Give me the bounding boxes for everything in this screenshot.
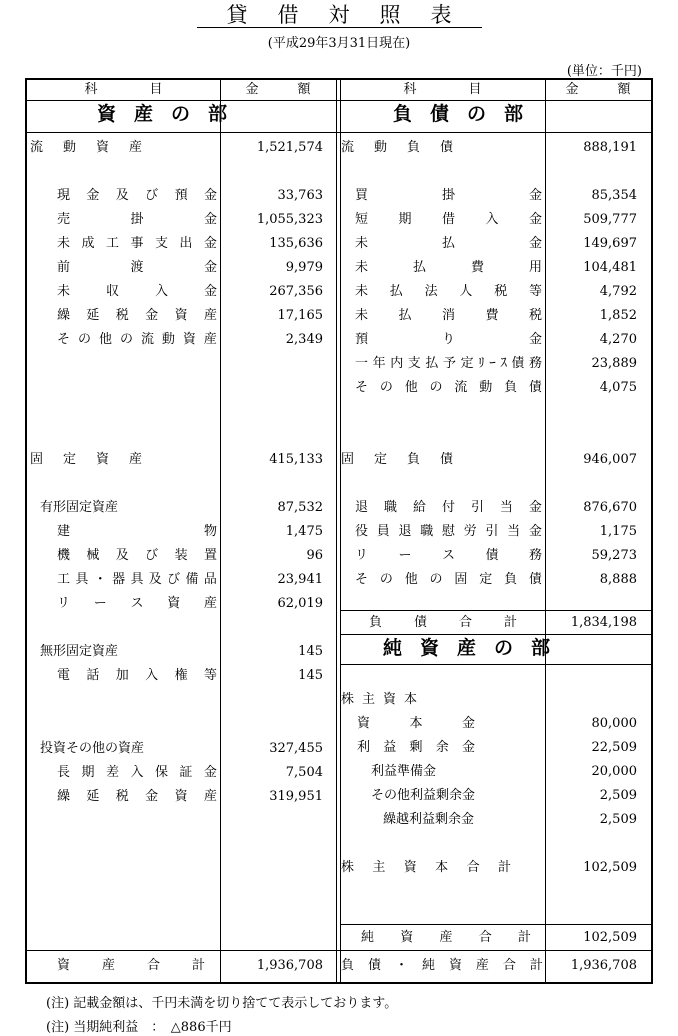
fixed-liability-amount: 8,888 [599,572,637,587]
fixed-liability-amount: 1,175 [599,524,637,539]
fixed-liabilities-amount: 946,007 [583,452,637,467]
liabilities-total-amount: 1,834,198 [570,615,637,630]
liabilities-section-title: 負債の部 [393,103,542,125]
current-liability-label: 預 り 金 [355,332,542,347]
row-divider [27,100,651,101]
current-asset-amount: 267,356 [269,284,323,299]
document-title: 貸借対照表 [0,2,678,28]
current-liability-amount: 509,777 [583,212,637,227]
current-asset-label: 繰 延 税 金 資 産 [57,308,217,323]
fixed-liability-label: リ ー ス 債 務 [355,548,542,563]
current-liability-label: そ の 他 の 流 動 負 債 [355,380,542,395]
report-date: (平成29年3月31日現在) [267,36,411,51]
current-asset-amount: 1,055,323 [256,212,323,227]
col-divider [545,80,546,982]
retained-earnings-label: 利 益 剰 余 金 [357,740,475,755]
current-asset-label: 未 成 工 事 支 出 金 [57,236,217,251]
tangible-asset-label: リ ー ス 資 産 [57,596,217,611]
row-divider [27,132,651,133]
current-liability-amount: 85,354 [591,188,637,203]
col-divider [220,80,221,982]
investment-assets-label: 投資その他の資産 [40,741,145,756]
current-asset-amount: 17,165 [277,308,323,323]
row-divider [340,634,651,635]
shareholders-equity-label: 株主資本 [341,692,426,707]
tangible-asset-amount: 62,019 [277,596,323,611]
tangible-asset-amount: 23,941 [277,572,323,587]
current-liability-label: 一 年 内 支 払 予 定 ﾘ ｰ ｽ 債 務 [355,356,542,371]
current-liability-amount: 4,270 [599,332,637,347]
current-asset-amount: 135,636 [269,236,323,251]
grand-total-label: 負 債 ・ 純 資 産 合 計 [341,958,543,973]
carried-forward-label: 繰越利益剰余金 [383,812,475,827]
tangible-asset-label: 建 物 [57,524,217,539]
current-liability-label: 未 払 金 [355,236,542,251]
investment-asset-label: 長 期 差 入 保 証 金 [57,765,217,780]
fixed-assets-label: 固定資産 [30,452,163,467]
assets-total-label: 資 産 合 計 [57,958,205,973]
note-net-income: (注) 当期純利益 ： △886千円 [46,1020,232,1035]
fixed-liability-label: 退 職 給 付 引 当 金 [355,500,542,515]
capital-amount: 80,000 [591,716,637,731]
current-liability-label: 短 期 借 入 金 [355,212,542,227]
note-rounding: (注) 記載金額は、千円未満を切り捨てて表示しております。 [46,996,398,1011]
tangible-asset-label: 機 械 及 び 装 置 [57,548,217,563]
net-assets-section-title: 純資産の部 [383,637,569,659]
tangible-asset-amount: 96 [306,548,323,563]
fixed-liability-amount: 59,273 [591,548,637,563]
tangible-assets-amount: 87,532 [277,500,323,515]
legal-reserve-label: 利益準備金 [371,764,437,779]
balance-sheet-table [25,78,653,984]
header-amount-left: 金 額 [245,82,311,97]
tangible-asset-label: 工 具 ・ 器 具 及 び 備 品 [57,572,217,587]
capital-label: 資 本 金 [357,716,475,731]
header-subject-right: 科 目 [403,82,482,97]
retained-earnings-amount: 22,509 [591,740,637,755]
current-asset-label: 前 渡 金 [57,260,217,275]
fixed-liability-label: 役 員 退 職 慰 労 引 当 金 [355,524,542,539]
tangible-assets-label: 有形固定資産 [40,500,119,515]
fixed-liability-label: そ の 他 の 固 定 負 債 [355,572,542,587]
investment-assets-amount: 327,455 [269,741,323,756]
legal-reserve-amount: 20,000 [591,764,637,779]
current-asset-amount: 33,763 [277,188,323,203]
row-divider [27,950,651,951]
current-liability-label: 未 払 費 用 [355,260,542,275]
current-liability-amount: 104,481 [583,260,637,275]
current-asset-amount: 2,349 [285,332,323,347]
current-liability-amount: 149,697 [583,236,637,251]
header-subject-left: 科 目 [84,82,163,97]
carried-forward-amount: 2,509 [599,812,637,827]
investment-asset-amount: 319,951 [269,789,323,804]
row-divider [340,664,651,665]
tangible-asset-amount: 1,475 [285,524,323,539]
current-asset-amount: 9,979 [285,260,323,275]
current-assets-label: 流動資産 [30,140,163,155]
current-liability-label: 未 払 法 人 税 等 [355,284,542,299]
intangible-assets-label: 無形固定資産 [40,644,119,659]
current-liabilities-label: 流動負債 [341,140,474,155]
intangible-assets-amount: 145 [298,644,323,659]
current-assets-amount: 1,521,574 [256,140,323,155]
net-assets-total-label: 純 資 産 合 計 [361,930,531,945]
fixed-assets-amount: 415,133 [269,452,323,467]
current-liability-amount: 4,792 [599,284,637,299]
net-assets-total-amount: 102,509 [583,930,637,945]
investment-asset-amount: 7,504 [285,765,323,780]
assets-section-title: 資産の部 [97,103,246,125]
intangible-asset-label: 電 話 加 入 権 等 [57,668,217,683]
current-asset-label: 未 収 入 金 [57,284,217,299]
intangible-asset-amount: 145 [298,668,323,683]
current-liability-label: 未 払 消 費 税 [355,308,542,323]
equity-total-label: 株 主 資 本 合 計 [341,860,511,875]
unit-label: (単位：千円) [566,64,642,79]
col-divider [336,80,337,982]
fixed-liabilities-label: 固定負債 [341,452,474,467]
current-liabilities-amount: 888,191 [583,140,637,155]
other-retained-label: その他利益剰余金 [371,788,476,803]
investment-asset-label: 繰 延 税 金 資 産 [57,789,217,804]
current-liability-amount: 4,075 [599,380,637,395]
liabilities-total-label: 負 債 合 計 [369,615,517,630]
other-retained-amount: 2,509 [599,788,637,803]
fixed-liability-amount: 876,670 [583,500,637,515]
col-divider [340,80,341,982]
row-divider [340,924,651,925]
grand-total-amount: 1,936,708 [570,958,637,973]
current-asset-label: 現 金 及 び 預 金 [57,188,217,203]
row-divider [340,610,651,611]
current-asset-label: そ の 他 の 流 動 資 産 [57,332,217,347]
equity-total-amount: 102,509 [583,860,637,875]
header-amount-right: 金 額 [565,82,631,97]
current-asset-label: 売 掛 金 [57,212,217,227]
assets-total-amount: 1,936,708 [256,958,323,973]
current-liability-amount: 23,889 [591,356,637,371]
current-liability-amount: 1,852 [599,308,637,323]
current-liability-label: 買 掛 金 [355,188,542,203]
